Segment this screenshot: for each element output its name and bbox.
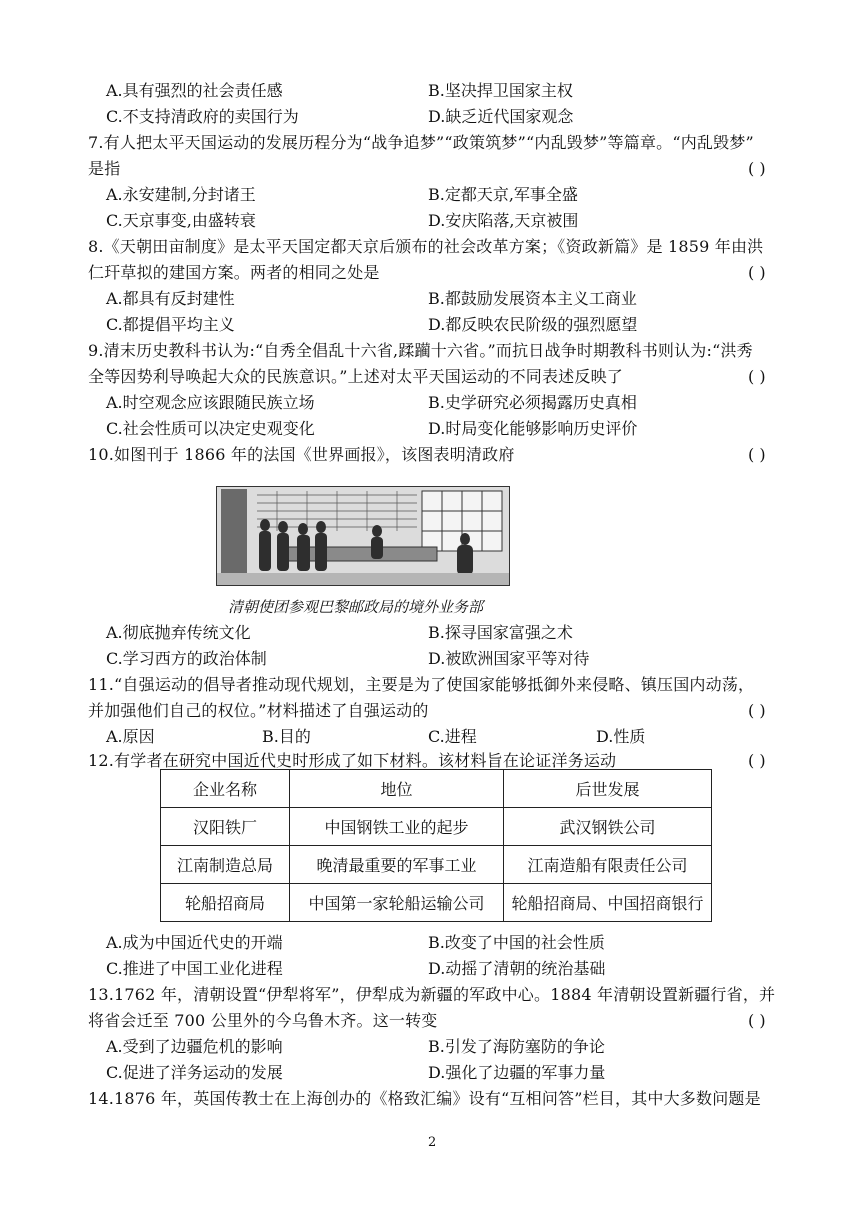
q13-answer-blank[interactable]: ( ) — [748, 1011, 766, 1030]
q10-answer-blank[interactable]: ( ) — [748, 445, 766, 464]
q11-stem-line-2: 并加强他们自己的权位。”材料描述了自强运动的 — [88, 701, 429, 720]
q7-answer-blank[interactable]: ( ) — [748, 159, 766, 178]
q12-answer-blank[interactable]: ( ) — [748, 751, 766, 770]
q8-option-c[interactable]: C.都提倡平均主义 — [106, 315, 235, 334]
q12-option-b[interactable]: B.改变了中国的社会性质 — [428, 933, 605, 952]
q11-answer-blank[interactable]: ( ) — [748, 701, 766, 720]
q13-option-a[interactable]: A.受到了边疆危机的影响 — [106, 1037, 283, 1056]
q9-option-c[interactable]: C.社会性质可以决定史观变化 — [106, 419, 315, 438]
q11-option-d[interactable]: D.性质 — [596, 727, 646, 746]
q11-stem-line-1: 11.“自强运动的倡导者推动现代规划，主要是为了使国家能够抵御外来侵略、镇压国内动荡， — [88, 675, 755, 694]
q13-option-c[interactable]: C.促进了洋务运动的发展 — [106, 1063, 283, 1082]
q12-option-d[interactable]: D.动摇了清朝的统治基础 — [428, 959, 606, 978]
q7-option-b[interactable]: B.定都天京,军事全盛 — [428, 185, 578, 204]
q10-option-c[interactable]: C.学习西方的政治体制 — [106, 649, 267, 668]
q9-option-b[interactable]: B.史学研究必须揭露历史真相 — [428, 393, 637, 412]
table-cell: 中国钢铁工业的起步 — [290, 808, 504, 846]
table-row — [161, 846, 712, 884]
page-number: 2 — [428, 1135, 437, 1150]
table-cell: 轮船招商局 — [161, 884, 290, 922]
engraving-illustration — [216, 486, 510, 586]
table-header-row — [161, 770, 712, 808]
q6-option-c[interactable]: C.不支持清政府的卖国行为 — [106, 107, 299, 126]
table-cell: 轮船招商局、中国招商银行 — [504, 884, 712, 922]
q8-option-b[interactable]: B.都鼓励发展资本主义工商业 — [428, 289, 637, 308]
q8-option-a[interactable]: A.都具有反封建性 — [106, 289, 235, 308]
q11-option-a[interactable]: A.原因 — [106, 727, 155, 746]
q11-option-c[interactable]: C.进程 — [428, 727, 477, 746]
q9-stem-line-1: 9.清末历史教科书认为:“自秀全倡乱十六省,蹂躏十六省。”而抗日战争时期教科书则认为:“洪秀 — [88, 341, 753, 360]
q10-option-b[interactable]: B.探寻国家富强之术 — [428, 623, 573, 642]
q7-option-d[interactable]: D.安庆陷落,天京被围 — [428, 211, 579, 230]
enterprise-table — [160, 769, 712, 922]
q11-option-b[interactable]: B.目的 — [262, 727, 311, 746]
table-cell: 晚清最重要的军事工业 — [290, 846, 504, 884]
q6-option-d[interactable]: D.缺乏近代国家观念 — [428, 107, 574, 126]
table-cell: 中国第一家轮船运输公司 — [290, 884, 504, 922]
table-cell: 江南制造总局 — [161, 846, 290, 884]
q8-answer-blank[interactable]: ( ) — [748, 263, 766, 282]
table-row — [161, 884, 712, 922]
q12-option-a[interactable]: A.成为中国近代史的开端 — [106, 933, 283, 952]
table-cell: 武汉钢铁公司 — [504, 808, 712, 846]
q9-stem-line-2: 全等因势利导唤起大众的民族意识。”上述对太平天国运动的不同表述反映了 — [88, 367, 623, 386]
q8-stem-line-2: 仁玕草拟的建国方案。两者的相同之处是 — [88, 263, 380, 282]
table-row — [161, 808, 712, 846]
q8-stem-line-1: 8.《天朝田亩制度》是太平天国定都天京后颁布的社会改革方案；《资政新篇》是 1859 年由洪 — [88, 237, 764, 256]
q6-option-a[interactable]: A.具有强烈的社会责任感 — [106, 81, 283, 100]
q7-option-c[interactable]: C.天京事变,由盛转衰 — [106, 211, 256, 230]
q12-option-c[interactable]: C.推进了中国工业化进程 — [106, 959, 283, 978]
figure-caption: 清朝使团参观巴黎邮政局的境外业务部 — [228, 598, 484, 616]
q9-option-d[interactable]: D.时局变化能够影响历史评价 — [428, 419, 638, 438]
q12-stem-line-1: 12.有学者在研究中国近代史时形成了如下材料。该材料旨在论证洋务运动 — [88, 751, 617, 770]
q13-stem-line-2: 将省会迁至 700 公里外的今乌鲁木齐。这一转变 — [88, 1011, 438, 1030]
q9-option-a[interactable]: A.时空观念应该跟随民族立场 — [106, 393, 315, 412]
q13-stem-line-1: 13.1762 年，清朝设置“伊犁将军”，伊犁成为新疆的军政中心。1884 年清朝设置新疆行省，并 — [88, 985, 776, 1004]
q9-answer-blank[interactable]: ( ) — [748, 367, 766, 386]
q7-stem-line-2: 是指 — [88, 159, 121, 178]
q7-stem-line-1: 7.有人把太平天国运动的发展历程分为“战争追梦”“政策筑梦”“内乱毁梦”等篇章。“内乱毁梦” — [88, 133, 754, 152]
q14-stem-line-1: 14.1876 年，英国传教士在上海创办的《格致汇编》设有“互相问答”栏目，其中大多数问题是 — [88, 1089, 761, 1108]
q10-option-a[interactable]: A.彻底抛弃传统文化 — [106, 623, 251, 642]
q13-option-d[interactable]: D.强化了边疆的军事力量 — [428, 1063, 606, 1082]
table-header-cell: 后世发展 — [504, 770, 712, 808]
q6-option-b[interactable]: B.坚决捍卫国家主权 — [428, 81, 573, 100]
engraving-svg — [217, 487, 509, 585]
q10-stem-line-1: 10.如图刊于 1866 年的法国《世界画报》，该图表明清政府 — [88, 445, 515, 464]
table-header-cell: 地位 — [290, 770, 504, 808]
table-cell: 汉阳铁厂 — [161, 808, 290, 846]
q10-option-d[interactable]: D.被欧洲国家平等对待 — [428, 649, 590, 668]
q7-option-a[interactable]: A.永安建制,分封诸王 — [106, 185, 256, 204]
q8-option-d[interactable]: D.都反映农民阶级的强烈愿望 — [428, 315, 638, 334]
table-cell: 江南造船有限责任公司 — [504, 846, 712, 884]
table-header-cell: 企业名称 — [161, 770, 290, 808]
q13-option-b[interactable]: B.引发了海防塞防的争论 — [428, 1037, 605, 1056]
